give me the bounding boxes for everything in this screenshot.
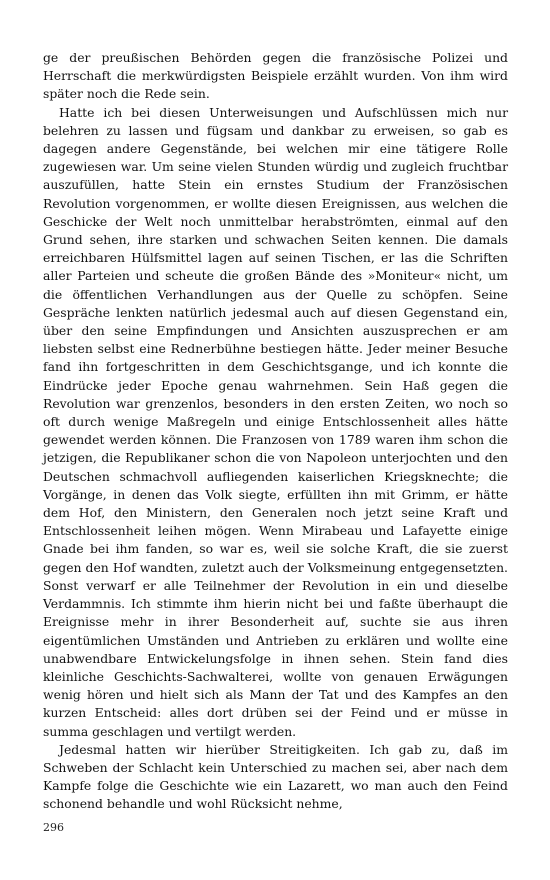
paragraph-2: Hatte ich bei diesen Unterweisungen und Aufschlüssen mich nur belehren zu lassen und fügsam und dankbar zu erweisen, so gab es dagegen andere Gegenstände, bei welchen mir eine tätigere Rolle zugewiesen war. Um seine vielen Stunden würdig und zugleich fruchtbar auszufüllen, hatte Stein ein ernstes Studium der Französischen Revolution vorgenommen, er wollte diesen Ereignissen, aus welchen die Geschicke der Welt noch unmittelbar herabströmten, einmal auf den Grund sehen, ihre starken und schwachen Seiten kennen. Die damals erreichbaren Hülfsmittel lagen auf seinen Tischen, er las die Schriften aller Parteien und scheute die großen Bände des »Moniteur« nicht, um die öffentlichen Verhandlungen aus der Quelle zu schöpfen. Seine Gespräche lenkten natürlich jedesmal auch auf diesen Gegenstand ein, über den seine Empfindungen und Ansichten auszusprechen er am liebsten selbst eine Rednerbühne bestiegen hätte. Jeder meiner Besuche fand ihn fortgeschritten in dem Geschichtsgange, und ich konnte die Eindrücke jeder Epoche genau wahrnehmen. Sein Haß gegen die Revolution war grenzenlos, besonders in den ersten Zeiten, wo noch so oft durch wenige Maßregeln und einige Entschlossenheit alles hätte gewendet werden können. Die Franzosen von 1789 waren ihm schon die jetzigen, die Republikaner schon die von Napoleon unterjochten und den Deutschen schmachvoll aufliegenden kaiserlichen Kriegsknechte; die Vorgänge, in denen das Volk siegte, erfüllten ihn mit Grimm, er hätte dem Hof, den Ministern, den Generalen noch jetzt seine Kraft und Entschlossenheit leihen mögen. Wenn Mirabeau und Lafayette einige Gnade bei ihm fanden, so war es, weil sie solche Kraft, die sie zuerst gegen den Hof wandten, zuletzt auch der Volksmeinung entgegensetzten. Sonst verwarf er alle Teilnehmer der Revolution in ein und dieselbe Verdammnis. Ich stimmte ihm hierin nicht bei und faßte überhaupt die Ereignisse mehr in ihrer Besonderheit auf, suchte sie aus ihren eigentümlichen Umständen und Antrieben zu erklären und wollte eine unabwendbare Entwickelungsfolge in ihnen sehen. Stein fand dies kleinliche Geschichts-Sachwalterei, wollte von genauen Erwägungen wenig hören und hielt sich als Mann der Tat und des Kampfes an den kurzen Entscheid: alles dort drüben sei der Feind und er müsse in summa geschlagen und vertilgt werden.	[43, 104, 508, 739]
page-body	[43, 49, 508, 814]
paragraph-1: ge der preußischen Behörden gegen die französische Polizei und Herrschaft die merkwürdigsten Beispiele erzählt wurden. Von ihm wird später noch die Rede sein.	[43, 50, 508, 102]
paragraph-3: Jedesmal hatten wir hierüber Streitigkeiten. Ich gab zu, daß im Schweben der Schlacht kein Unterschied zu machen sei, aber nach dem Kampfe folge die Geschichte wie ein Lazarett, wo man auch den Feind schonend behandle und wohl Rücksicht nehme,	[43, 741, 508, 812]
page-number: 296	[43, 821, 64, 834]
